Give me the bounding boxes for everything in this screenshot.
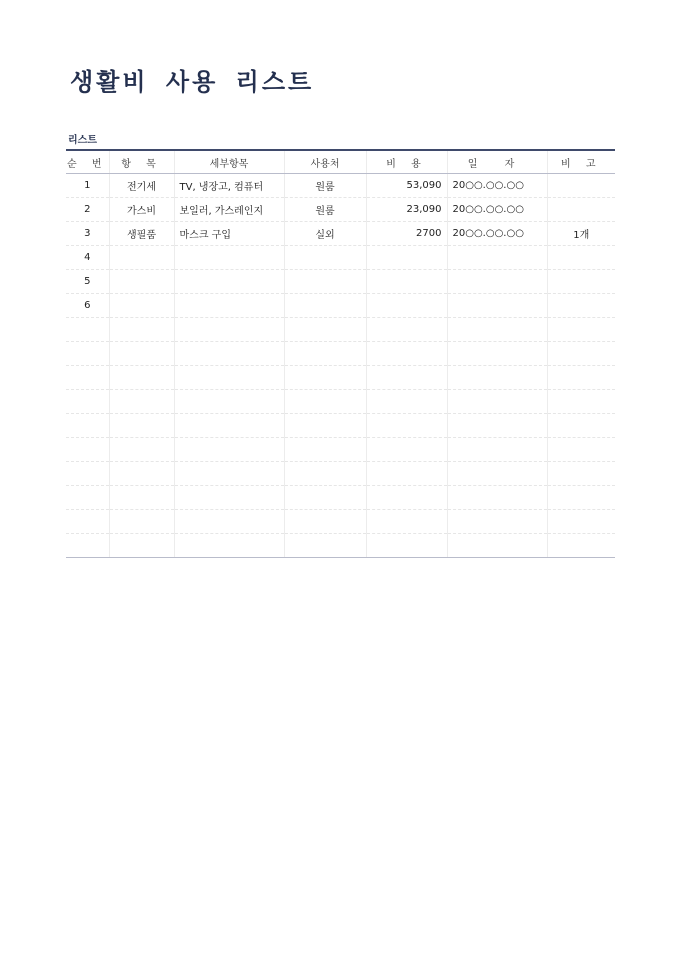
cell-note [547,486,615,510]
cell-note [547,342,615,366]
cell-place [284,510,366,534]
table-row [66,246,615,270]
cell-item [109,486,174,510]
cell-detail [174,366,284,390]
cell-date [447,342,547,366]
cell-item [109,462,174,486]
cell-note [547,294,615,318]
cell-item [109,246,174,270]
cell-cost [366,414,447,438]
cell-note [547,414,615,438]
cell-no: 6 [66,294,109,318]
cell-place: 원룸 [284,198,366,222]
cell-cost: 2700 [366,222,447,246]
cell-item: 전기세 [109,174,174,198]
cell-no [66,438,109,462]
cell-cost: 23,090 [366,198,447,222]
cell-cost [366,462,447,486]
header-place: 사용처 [284,150,366,174]
cell-detail [174,270,284,294]
cell-date [447,246,547,270]
cell-place: 원룸 [284,174,366,198]
cell-note [547,246,615,270]
cell-detail [174,462,284,486]
cell-note [547,318,615,342]
cell-item [109,366,174,390]
cell-detail [174,534,284,558]
header-row [66,150,615,174]
cell-place [284,270,366,294]
cell-item [109,510,174,534]
cell-place [284,246,366,270]
cell-no: 3 [66,222,109,246]
cell-no [66,342,109,366]
table-row [66,438,615,462]
cell-detail [174,342,284,366]
cell-cost [366,246,447,270]
cell-place [284,438,366,462]
cell-date [447,390,547,414]
table-row [66,510,615,534]
cell-date [447,294,547,318]
cell-note [547,438,615,462]
cell-no [66,390,109,414]
cell-date: 20○○.○○.○○ [447,174,547,198]
cell-detail [174,294,284,318]
cell-cost [366,486,447,510]
cell-cost [366,390,447,414]
cell-detail [174,390,284,414]
cell-detail [174,510,284,534]
table-row [66,174,615,198]
cell-item [109,534,174,558]
cell-note [547,366,615,390]
cell-date: 20○○.○○.○○ [447,222,547,246]
cell-detail: TV, 냉장고, 컴퓨터 [174,174,284,198]
cell-item [109,342,174,366]
cell-note [547,510,615,534]
header-cost: 비 용 [366,150,447,174]
cell-cost: 53,090 [366,174,447,198]
cell-no [66,414,109,438]
cell-item [109,318,174,342]
expense-table [66,149,615,558]
cell-detail [174,318,284,342]
cell-no [66,510,109,534]
cell-date [447,438,547,462]
table-row [66,318,615,342]
cell-date [447,462,547,486]
cell-place [284,486,366,510]
cell-no [66,486,109,510]
cell-detail: 마스크 구입 [174,222,284,246]
table-row [66,414,615,438]
cell-place [284,390,366,414]
header-note: 비 고 [547,150,615,174]
cell-item [109,438,174,462]
table-row [66,366,615,390]
cell-note [547,462,615,486]
header-no: 순 번 [66,150,109,174]
cell-note [547,390,615,414]
cell-no [66,534,109,558]
table-row [66,270,615,294]
cell-cost [366,438,447,462]
cell-cost [366,510,447,534]
cell-cost [366,534,447,558]
cell-date [447,318,547,342]
cell-cost [366,318,447,342]
cell-detail: 보일러, 가스레인지 [174,198,284,222]
cell-item: 생필품 [109,222,174,246]
cell-date [447,366,547,390]
cell-note [547,198,615,222]
cell-detail [174,414,284,438]
table-row [66,462,615,486]
cell-place: 실외 [284,222,366,246]
cell-item [109,390,174,414]
cell-cost [366,270,447,294]
table-row [66,294,615,318]
cell-date [447,486,547,510]
cell-item [109,270,174,294]
cell-note [547,534,615,558]
cell-date [447,414,547,438]
cell-place [284,342,366,366]
table-row [66,198,615,222]
cell-no [66,318,109,342]
cell-place [284,294,366,318]
cell-item [109,414,174,438]
cell-date [447,270,547,294]
cell-detail [174,438,284,462]
cell-date [447,510,547,534]
cell-cost [366,294,447,318]
page-title: 생활비 사용 리스트 [70,68,315,96]
cell-place [284,366,366,390]
cell-note: 1개 [547,222,615,246]
cell-cost [366,342,447,366]
cell-note [547,270,615,294]
cell-no [66,462,109,486]
cell-item: 가스비 [109,198,174,222]
cell-no: 4 [66,246,109,270]
table-row [66,534,615,558]
cell-detail [174,486,284,510]
header-detail: 세부항목 [174,150,284,174]
cell-place [284,318,366,342]
section-label: 리스트 [68,135,97,146]
cell-no: 2 [66,198,109,222]
cell-date [447,534,547,558]
cell-item [109,294,174,318]
cell-place [284,462,366,486]
cell-no: 1 [66,174,109,198]
cell-date: 20○○.○○.○○ [447,198,547,222]
header-date: 일 자 [447,150,547,174]
cell-detail [174,246,284,270]
cell-no [66,366,109,390]
cell-no: 5 [66,270,109,294]
cell-place [284,414,366,438]
table-row [66,222,615,246]
table-row [66,486,615,510]
cell-note [547,174,615,198]
header-item: 항 목 [109,150,174,174]
table-row [66,342,615,366]
cell-cost [366,366,447,390]
cell-place [284,534,366,558]
table-row [66,390,615,414]
